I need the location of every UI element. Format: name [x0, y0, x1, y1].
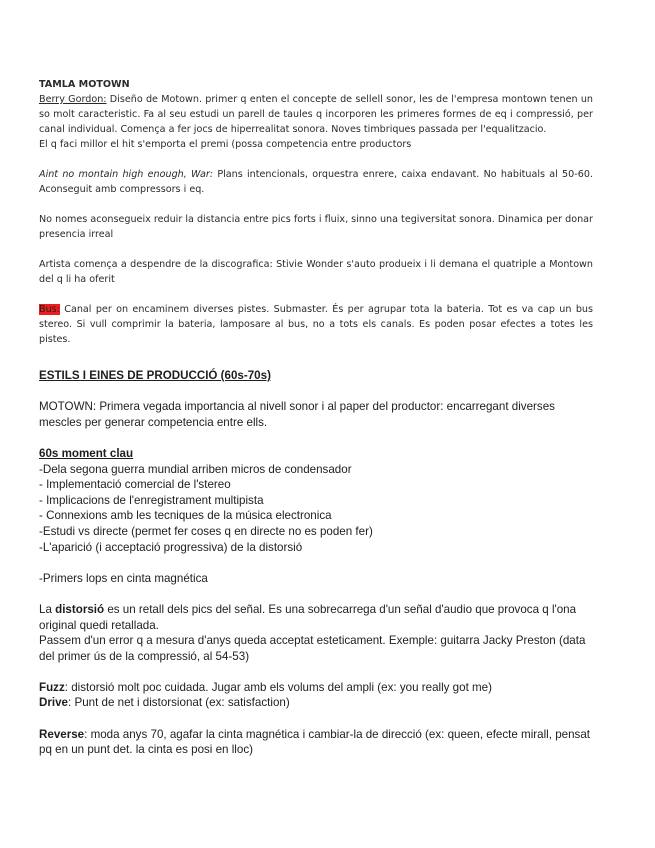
- distorsio-example: Passem d'un error q a mesura d'anys queda acceptat esteticament. Exemple: guitarra Jacky Preston (data del primer ús de la compressió, al 54-53): [39, 634, 586, 663]
- berry-gordon-paragraph: [39, 92, 593, 137]
- bus-text: Canal per on encaminem diverses pistes. Submaster. És per agrupar tota la bateria. Tot es va cap un bus stereo. Si vull comprimir la bateria, lamposare al bus, no a tots els canals. Es poden posar efectes a totes les pistes.: [39, 304, 593, 345]
- list-item: -L'aparició (i acceptació progressiva) de la distorsió: [39, 540, 303, 554]
- songs-paragraph: [39, 167, 593, 197]
- distorsio-pre: La: [39, 602, 56, 616]
- artist-paragraph: Artista comença a despendre de la discografica: Stivie Wonder s'auto produeix i li demana el quatriple a Montown del q li ha oferit: [39, 259, 593, 285]
- list-item: - Connexions amb les tecniques de la música electronica: [39, 509, 332, 523]
- bus-paragraph: [39, 302, 593, 347]
- section-title: TAMLA MOTOWN: [39, 79, 130, 90]
- distorsio-term: distorsió: [55, 602, 105, 616]
- drive-term: Drive: [39, 696, 69, 710]
- fuzz-text: : distorsió molt poc cuidada. Jugar amb els volums del ampli (ex: you really got me): [64, 680, 492, 694]
- distorsio-text: es un retall dels pics del señal. Es una sobrecarrega d'un señal d'audio que provoca q l'ona original quedi retallada.: [39, 602, 577, 632]
- fuzz-term: Fuzz: [39, 680, 65, 694]
- reverse-paragraph: [39, 727, 599, 758]
- dynamics-paragraph: No nomes aconsegueix reduir la distancia entre pics forts i fluix, sinno una tegiversitat sonora. Dinamica per donar presencia irreal: [39, 214, 593, 240]
- list-item: - Implicacions de l'enregistrament multipista: [39, 493, 264, 507]
- songs-titles: Aint no montain high enough, War:: [39, 169, 214, 180]
- list-item: -Dela segona guerra mundial arriben micros de condensador: [39, 462, 352, 476]
- berry-gordon-text: Diseño de Motown. primer q enten el concepte de sellell sonor, les de l'empresa montown tenen un so molt caracteristic. Fa al seu estudi un parell de taules q incorporen les primeres formes de eq i compressió, per canal individual. Comença a fer jocs de hiperrealitat sonora. Noves timbriques passada per l'equalitzacio.: [39, 94, 593, 135]
- reverse-term: Reverse: [39, 727, 85, 741]
- moment-clau-heading: 60s moment clau: [39, 446, 134, 460]
- estils-heading: ESTILS I EINES DE PRODUCCIÓ (60s-70s): [39, 369, 271, 382]
- bus-highlight: Bus:: [39, 304, 60, 315]
- drive-line: [39, 695, 599, 711]
- reverse-text: : moda anys 70, agafar la cinta magnética i cambiar-la de direcció (ex: queen, efecte mirall, pensat pq en un punt det. la cinta es posi en lloc): [39, 727, 591, 757]
- lops-line: -Primers lops en cinta magnética: [39, 571, 208, 585]
- distorsio-paragraph: [39, 602, 599, 633]
- hit-line: El q faci millor el hit s'emporta el premi (possa competencia entre productors: [39, 139, 412, 150]
- fuzz-line: [39, 680, 599, 696]
- motown-paragraph: MOTOWN: Primera vegada importancia al nivell sonor i al paper del productor: encarregant diverses mescles per generar competencia entre ells.: [39, 400, 555, 429]
- tamla-motown-section: [39, 77, 593, 347]
- berry-gordon-name: Berry Gordon:: [39, 94, 107, 105]
- songs-text: Plans intencionals, orquestra enrere, caixa endavant. No habituals al 50-60. Aconseguit amb compressors i eq.: [39, 169, 593, 195]
- list-item: - Implementació comercial de l'stereo: [39, 478, 231, 492]
- list-item: -Estudi vs directe (permet fer coses q en directe no es poden fer): [39, 524, 373, 538]
- drive-text: : Punt de net i distorsionat (ex: satisfaction): [68, 696, 290, 710]
- estils-section: [39, 368, 599, 758]
